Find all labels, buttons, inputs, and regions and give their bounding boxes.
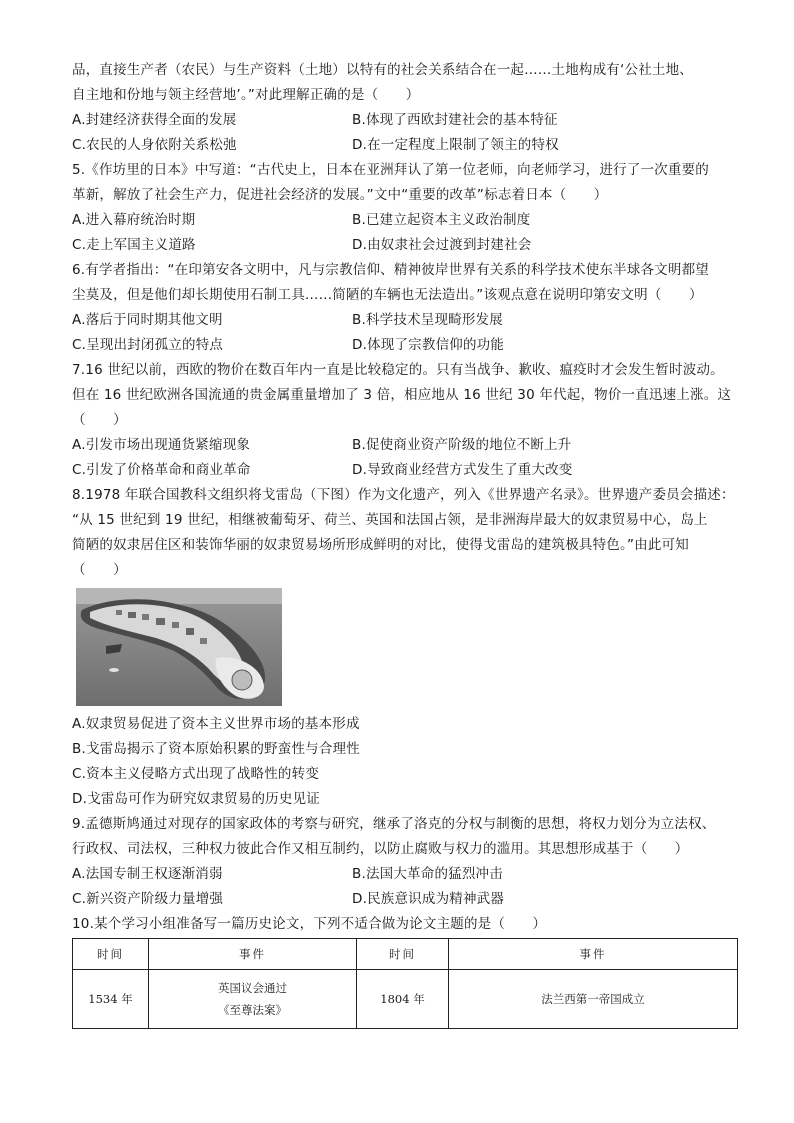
table-cell-event-1: [149, 970, 357, 1029]
q5-option-a[interactable]: A.进入幕府统治时期: [72, 212, 196, 228]
q8-stem-line-3: 简陋的奴隶居住区和装饰华丽的奴隶贸易场所形成鲜明的对比，使得戈雷岛的建筑极具特色。”由此可知: [72, 537, 689, 553]
q5-option-c[interactable]: C.走上军国主义道路: [72, 237, 196, 253]
q4-options-row-1: [72, 108, 742, 133]
q9-option-a[interactable]: A.法国专制王权逐渐消弱: [72, 866, 223, 882]
q7-option-b[interactable]: B.促使商业资产阶级的地位不断上升: [352, 437, 572, 453]
q9-stem-line-2: 行政权、司法权，三种权力彼此合作又相互制约，以防止腐败与权力的滥用。其思想形成基于（ ）: [72, 841, 689, 857]
q6-option-d[interactable]: D.体现了宗教信仰的功能: [352, 337, 505, 353]
event-1-line-2: 《至尊法案》: [218, 1003, 287, 1017]
q7-option-d[interactable]: D.导致商业经营方式发生了重大改变: [352, 462, 573, 478]
table-header-event-1: 事件: [149, 939, 357, 970]
q5-options-row-1: [72, 208, 742, 233]
exam-page: [72, 58, 742, 1029]
q8-option-d[interactable]: D.戈雷岛可作为研究奴隶贸易的历史见证: [72, 791, 320, 807]
q4-option-c[interactable]: C.农民的人身依附关系松弛: [72, 137, 237, 153]
table-row: [73, 970, 738, 1029]
q8-option-a[interactable]: A.奴隶贸易促进了资本主义世界市场的基本形成: [72, 716, 360, 732]
q9-option-d[interactable]: D.民族意识成为精神武器: [352, 891, 505, 907]
q5-options-row-2: [72, 233, 742, 258]
q6-option-c[interactable]: C.呈现出封闭孤立的特点: [72, 337, 224, 353]
q4-option-d[interactable]: D.在一定程度上限制了领主的特权: [352, 137, 559, 153]
goree-island-photo: [76, 588, 282, 706]
q4-options-row-2: [72, 133, 742, 158]
table-cell-time-2: 1804 年: [357, 970, 449, 1029]
q4-option-b[interactable]: B.体现了西欧封建社会的基本特征: [352, 112, 558, 128]
q9-option-c[interactable]: C.新兴资产阶级力量增强: [72, 891, 224, 907]
q4-stem-line-1: 品，直接生产者（农民）与生产资料（土地）以特有的社会关系结合在一起……土地构成有‘公社土地、: [72, 62, 693, 78]
q8-stem-line-1: 8.1978 年联合国教科文组织将戈雷岛（下图）作为文化遗产，列入《世界遗产名录》。世界遗产委员会描述：: [72, 487, 735, 503]
q6-option-a[interactable]: A.落后于同时期其他文明: [72, 312, 223, 328]
q7-stem-line-1: 7.16 世纪以前，西欧的物价在数百年内一直是比较稳定的。只有当战争、歉收、瘟疫时才会发生暂时波动。: [72, 362, 724, 378]
table-header-time-1: 时间: [73, 939, 149, 970]
table-header-event-2: 事件: [449, 939, 738, 970]
q4-stem-line-2: 自主地和份地与领主经营地’。”对此理解正确的是（ ）: [72, 87, 420, 103]
q10-stem: 10.某个学习小组准备写一篇历史论文，下列不适合做为论文主题的是（ ）: [72, 916, 547, 932]
table-header-row: [73, 939, 738, 970]
events-table: [72, 938, 738, 1029]
q6-option-b[interactable]: B.科学技术呈现畸形发展: [352, 312, 503, 328]
q6-options-row-2: [72, 333, 742, 358]
q7-option-a[interactable]: A.引发市场出现通货紧缩现象: [72, 437, 251, 453]
table-header-time-2: 时间: [357, 939, 449, 970]
q4-option-a[interactable]: A.封建经济获得全面的发展: [72, 112, 237, 128]
q7-options-row-1: [72, 433, 742, 458]
q7-stem-line-3: （ ）: [72, 412, 127, 428]
q7-option-c[interactable]: C.引发了价格革命和商业革命: [72, 462, 251, 478]
table-cell-time-1: 1534 年: [73, 970, 149, 1029]
q8-stem-line-4: （ ）: [72, 562, 127, 578]
q5-option-b[interactable]: B.已建立起资本主义政治制度: [352, 212, 531, 228]
q5-stem-line-1: 5.《作坊里的日本》中写道：“古代史上，日本在亚洲拜认了第一位老师，向老师学习，进行了一次重要的: [72, 162, 709, 178]
q8-stem-line-2: “从 15 世纪到 19 世纪，相继被葡萄牙、荷兰、英国和法国占领，是非洲海岸最大的奴隶贸易中心，岛上: [72, 512, 708, 528]
q5-stem-line-2: 革新，解放了社会生产力，促进社会经济的发展。”文中“重要的改革”标志着日本（ ）: [72, 187, 608, 203]
q6-stem-line-2: 尘莫及，但是他们却长期使用石制工具……简陋的车辆也无法造出。”该观点意在说明印第安文明（ ）: [72, 287, 703, 303]
q6-options-row-1: [72, 308, 742, 333]
q9-options-row-2: [72, 887, 742, 912]
q8-option-b[interactable]: B.戈雷岛揭示了资本原始积累的野蛮性与合理性: [72, 741, 360, 757]
q9-option-b[interactable]: B.法国大革命的猛烈冲击: [352, 866, 503, 882]
q9-stem-line-1: 9.孟德斯鸠通过对现存的国家政体的考察与研究，继承了洛克的分权与制衡的思想，将权力划分为立法权、: [72, 816, 716, 832]
q6-stem-line-1: 6.有学者指出：“在印第安各文明中，凡与宗教信仰、精神彼岸世界有关系的科学技术使东半球各文明都望: [72, 262, 709, 278]
q7-options-row-2: [72, 458, 742, 483]
q9-options-row-1: [72, 862, 742, 887]
event-1-line-1: 英国议会通过: [218, 981, 287, 995]
q8-option-c[interactable]: C.资本主义侵略方式出现了战略性的转变: [72, 766, 320, 782]
table-cell-event-2: 法兰西第一帝国成立: [449, 970, 738, 1029]
q5-option-d[interactable]: D.由奴隶社会过渡到封建社会: [352, 237, 532, 253]
q7-stem-line-2: 但在 16 世纪欧洲各国流通的贵金属重量增加了 3 倍，相应地从 16 世纪 30 年代起，物价一直迅速上涨。这: [72, 387, 732, 403]
